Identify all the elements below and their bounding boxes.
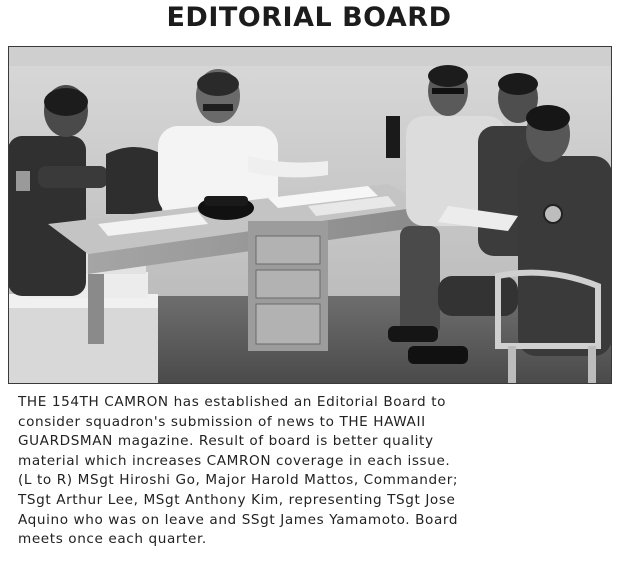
caption-line: TSgt Arthur Lee, MSgt Anthony Kim, representing TSgt Jose — [18, 491, 456, 508]
caption-line: (L to R) MSgt Hiroshi Go, Major Harold Mattos, Commander; — [18, 472, 459, 489]
photo-caption — [18, 393, 608, 550]
photograph — [8, 46, 612, 384]
caption-line: meets once each quarter. — [18, 531, 207, 548]
page-title: EDITORIAL BOARD — [166, 2, 452, 33]
caption-line: consider squadron's submission of news to THE HAWAII — [18, 413, 426, 430]
caption-line: Aquino who was on leave and SSgt James Yamamoto. Board — [18, 511, 459, 528]
caption-line: GUARDSMAN magazine. Result of board is better quality — [18, 433, 434, 450]
pen-holder — [386, 116, 400, 158]
caption-line: THE 154TH CAMRON has established an Editorial Board to — [18, 394, 447, 410]
chair-back — [106, 147, 162, 214]
photo-illustration — [8, 46, 612, 384]
caption-line: material which increases CAMRON coverage in each issue. — [18, 452, 451, 469]
